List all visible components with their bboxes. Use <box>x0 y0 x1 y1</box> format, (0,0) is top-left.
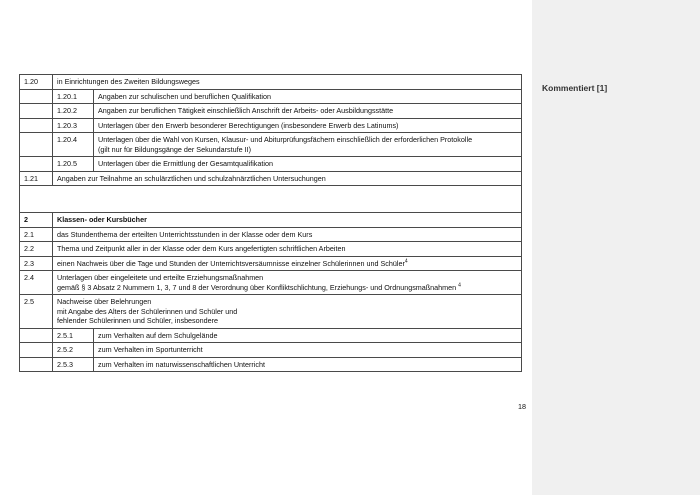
indent-cell <box>20 357 53 372</box>
row-text: Unterlagen über die Ermittlung der Gesamtqualifikation <box>94 157 522 172</box>
row-text: zum Verhalten auf dem Schulgelände <box>94 328 522 343</box>
section-heading-row <box>20 213 522 228</box>
row-number: 2.4 <box>20 271 53 295</box>
row-number: 1.20.4 <box>53 133 94 157</box>
row-number: 2.2 <box>20 242 53 257</box>
table-row <box>20 89 522 104</box>
row-text-line <box>57 283 517 293</box>
table-row <box>20 157 522 172</box>
table-row <box>20 271 522 295</box>
row-text: Angaben zur schulischen und beruflichen Qualifikation <box>94 89 522 104</box>
indent-cell <box>20 328 53 343</box>
table-row <box>20 357 522 372</box>
row-number: 1.20.5 <box>53 157 94 172</box>
comment-title: Kommentiert [1] <box>542 83 608 93</box>
table-row <box>20 295 522 329</box>
indent-cell <box>20 133 53 157</box>
table-row <box>20 133 522 157</box>
table-row <box>20 343 522 358</box>
row-number: 2.3 <box>20 256 53 271</box>
row-text-line: fehlender Schülerinnen und Schüler, insbesondere <box>57 316 219 325</box>
row-text <box>53 256 522 271</box>
row-text-line: Unterlagen über eingeleitete und erteilte Erziehungsmaßnahmen <box>57 273 264 282</box>
row-text: Thema und Zeitpunkt aller in der Klasse oder dem Kurs angefertigten schriftlichen Arbeiten <box>53 242 522 257</box>
footnote-mark: 4 <box>458 282 461 289</box>
row-number: 1.20.3 <box>53 118 94 133</box>
row-text <box>94 133 522 157</box>
table-row <box>20 171 522 186</box>
section-number: 2 <box>20 213 53 228</box>
row-number: 2.1 <box>20 227 53 242</box>
page-number: 18 <box>518 402 526 411</box>
footnote-mark: 4 <box>404 258 408 265</box>
row-text: zum Verhalten im naturwissenschaftlichen Unterricht <box>94 357 522 372</box>
row-number: 2.5.3 <box>53 357 94 372</box>
row-text-line: Unterlagen über die Wahl von Kursen, Klausur- und Abiturprüfungsfächern einschließlich der erforderlichen Protokolle <box>98 135 473 144</box>
row-number: 1.21 <box>20 171 53 186</box>
row-number: 1.20.2 <box>53 104 94 119</box>
row-text: Angaben zur beruflichen Tätigkeit einschließlich Anschrift der Arbeits- oder Ausbildungsstätte <box>94 104 522 119</box>
comment-pane <box>532 0 700 495</box>
row-text <box>53 295 522 329</box>
table-row <box>20 227 522 242</box>
table-row <box>20 104 522 119</box>
document-table <box>19 74 522 372</box>
indent-cell <box>20 118 53 133</box>
row-text: zum Verhalten im Sportunterricht <box>94 343 522 358</box>
row-text-line: mit Angabe des Alters der Schülerinnen und Schüler und <box>57 306 238 316</box>
table-row <box>20 256 522 271</box>
indent-cell <box>20 89 53 104</box>
row-text: Angaben zur Teilnahme an schulärztlichen und schulzahnärztlichen Untersuchungen <box>53 171 522 186</box>
indent-cell <box>20 343 53 358</box>
row-number: 1.20.1 <box>53 89 94 104</box>
row-text-line: (gilt nur für Bildungsgänge der Sekundarstufe II) <box>98 144 252 154</box>
indent-cell <box>20 157 53 172</box>
section-heading: Klassen- oder Kursbücher <box>53 213 522 228</box>
row-text <box>53 271 522 295</box>
table-row <box>20 75 522 90</box>
row-number: 2.5 <box>20 295 53 329</box>
table-row <box>20 242 522 257</box>
blank-cell <box>20 186 522 213</box>
row-number: 2.5.1 <box>53 328 94 343</box>
row-number: 2.5.2 <box>53 343 94 358</box>
row-text-content: einen Nachweis über die Tage und Stunden der Unterrichtsversäumnisse einzelner Schülerinnen und Schüler <box>57 258 405 268</box>
row-text: in Einrichtungen des Zweiten Bildungsweges <box>53 75 522 90</box>
blank-row <box>20 186 522 213</box>
row-text-content: gemäß § 3 Absatz 2 Nummern 1, 3, 7 und 8 der Verordnung über Konfliktschlichtung, Erziehungs- und Ordnungsmaßnahmen <box>57 282 459 292</box>
row-text: Unterlagen über den Erwerb besonderer Berechtigungen (insbesondere Erwerb des Latinums) <box>94 118 522 133</box>
row-number: 1.20 <box>20 75 53 90</box>
indent-cell <box>20 104 53 119</box>
row-text-line: Nachweise über Belehrungen <box>57 297 152 306</box>
row-text: das Stundenthema der erteilten Unterrichtsstunden in der Klasse oder dem Kurs <box>53 227 522 242</box>
table-row <box>20 118 522 133</box>
table-row <box>20 328 522 343</box>
